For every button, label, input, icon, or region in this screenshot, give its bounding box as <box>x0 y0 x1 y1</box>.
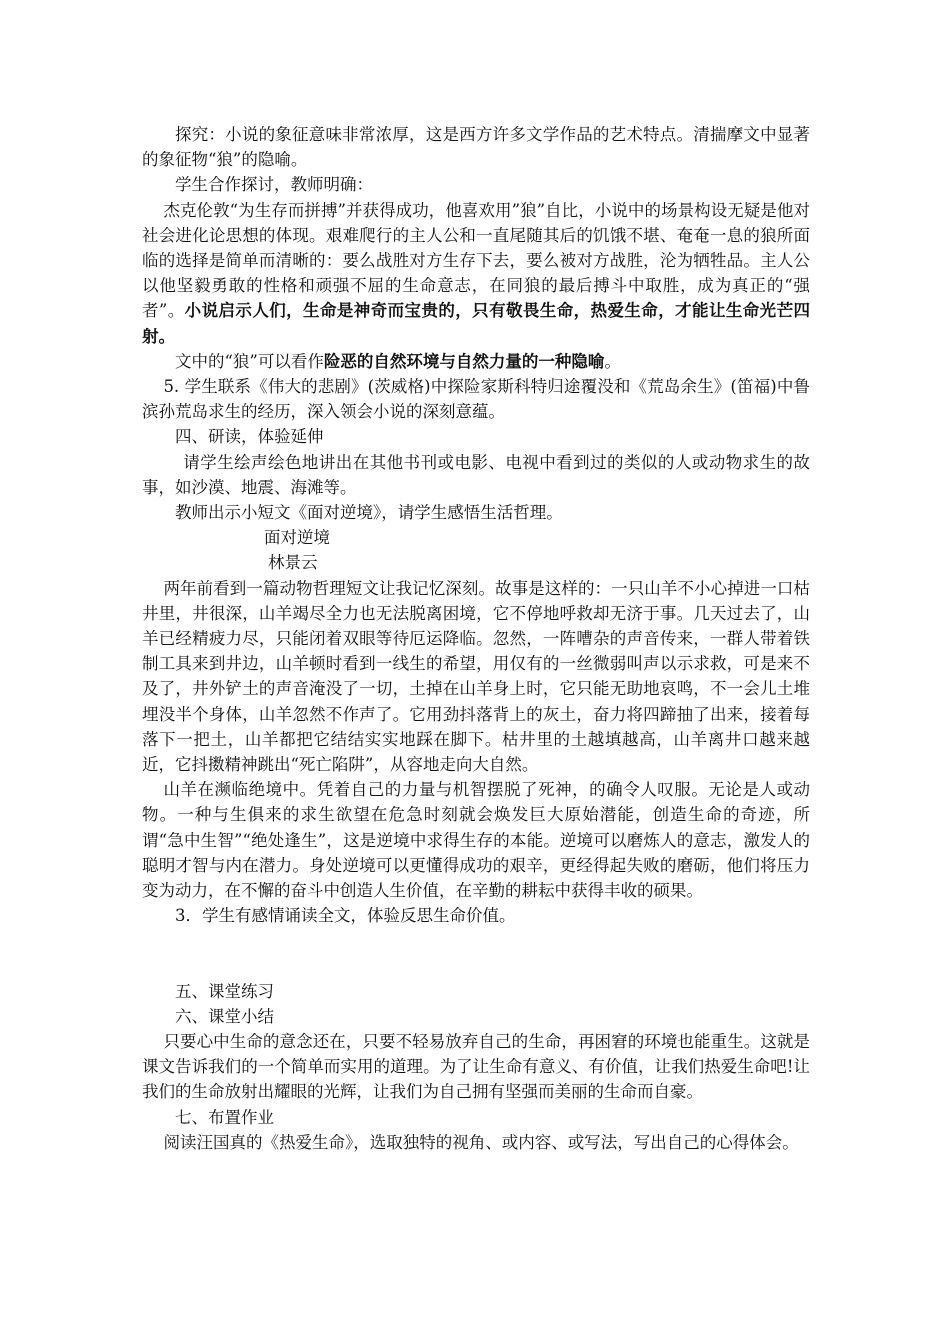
paragraph-item-3: 3．学生有感情诵读全文，体验反思生命价值。 <box>175 906 516 926</box>
essay-title: 面对逆境 <box>264 528 330 548</box>
paragraph-jack-london <box>142 198 810 349</box>
paragraph-retell: 请学生绘声绘色地讲出在其他书刊或电影、电视中看到过的类似的人或动物求生的故事，如沙漠、地震、海滩等。 <box>142 452 810 497</box>
paragraph-homework: 阅读汪国真的《热爱生命》，选取独特的视角、或内容、或写法，写出自己的心得体会。 <box>163 1132 799 1152</box>
section-heading-6: 六、课堂小结 <box>175 1006 274 1026</box>
paragraph-wolf-metaphor <box>142 349 810 374</box>
paragraph-story-1: 两年前看到一篇动物哲理短文让我记忆深刻。故事是这样的：一只山羊不小心掉进一口枯井里，井很深，山羊竭尽全力也无法脱离困境，它不停地呼救却无济于事。几天过去了，山羊已经精疲力尽，只能闭着双眼等待厄运降临。忽然，一阵嘈杂的声音传来，一群人带着铁制工具来到井边，山羊顿时看到一线生的希望，用仅有的一丝微弱叫声以示求救，可是来不及了，井外铲土的声音淹没了一切，土掉在山羊身上时，它只能无助地哀鸣，不一会儿土堆埋没半个身体，山羊忽然不作声了。它用劲抖落背上的灰土，奋力将四蹄抽了出来，接着每落下一把土，山羊都把它结结实实地踩在脚下。枯井里的土越填越高，山羊离井口越来越近，它抖擞精神跳出“死亡陷阱”，从容地走向大自然。 <box>142 578 810 775</box>
paragraph-summary: 只要心中生命的意念还在，只要不轻易放弃自己的生命，再困窘的环境也能重生。这就是课文告诉我们的一个简单而实用的道理。为了让生命有意义、有价值，让我们热爱生命吧!让我们的生命放射出耀眼的光辉，让我们为自己拥有坚强而美丽的生命而自豪。 <box>142 1031 810 1102</box>
section-heading-4: 四、研读，体验延伸 <box>175 427 324 447</box>
document-page <box>142 122 810 1155</box>
paragraph-item-5: 5. 学生联系《伟大的悲剧》(茨威格)中探险家斯科特归途覆没和《荒岛余生》(笛福)中鲁滨孙荒岛求生的经历，深入领会小说的深刻意蕴。 <box>142 377 810 422</box>
wolf-text: 文中的“狼”可以看作 <box>175 351 324 371</box>
section-heading-5: 五、课堂练习 <box>175 981 274 1001</box>
jack-text: 杰克伦敦“为生存而拼搏”并获得成功，他喜欢用”狼”自比，小说中的场景构设无疑是他对社会进化论思想的体现。艰难爬行的主人公和一直尾随其后的饥饿不堪、奄奄一息的狼所面临的选择是简单而清晰的：要么战胜对方生存下去，要么被对方战胜，沦为牺牲品。主人公以他坚毅勇敢的性格和顽强不屈的生命意志，在同狼的最后搏斗中取胜，成为真正的“强者”。 <box>142 200 810 321</box>
paragraph-story-2: 山羊在濒临绝境中。凭着自己的力量与机智摆脱了死神，的确令人叹服。无论是人或动物。一种与生俱来的求生欲望在危急时刻就会焕发巨大原始潜能，创造生命的奇迹，所谓“急中生智”“绝处逢生”，这是逆境中求得生存的本能。逆境可以磨炼人的意志，激发人的聪明才智与内在潜力。身处逆境可以更懂得成功的艰辛，更经得起失败的磨砺，他们将压力变为动力，在不懈的奋斗中创造人生价值，在辛勤的耕耘中获得丰收的硕果。 <box>142 780 810 901</box>
paragraph-explore: 探究：小说的象征意味非常浓厚，这是西方许多文学作品的艺术特点。清揣摩文中显著的象征物“狼”的隐喻。 <box>142 125 810 170</box>
jack-bold-text: 小说启示人们，生命是神奇而宝贵的，只有敬畏生命，热爱生命，才能让生命光芒四射。 <box>142 301 810 346</box>
wolf-end: 。 <box>604 351 621 371</box>
wolf-bold-text: 险恶的自然环境与自然力量的一种隐喻 <box>323 351 605 371</box>
paragraph-cooperation: 学生合作探讨，教师明确： <box>175 175 373 195</box>
section-heading-7: 七、布置作业 <box>175 1107 274 1127</box>
essay-author: 林景云 <box>268 553 318 573</box>
paragraph-teacher: 教师出示小短文《面对逆境》，请学生感悟生活哲理。 <box>175 503 563 523</box>
blank-space <box>142 929 810 979</box>
